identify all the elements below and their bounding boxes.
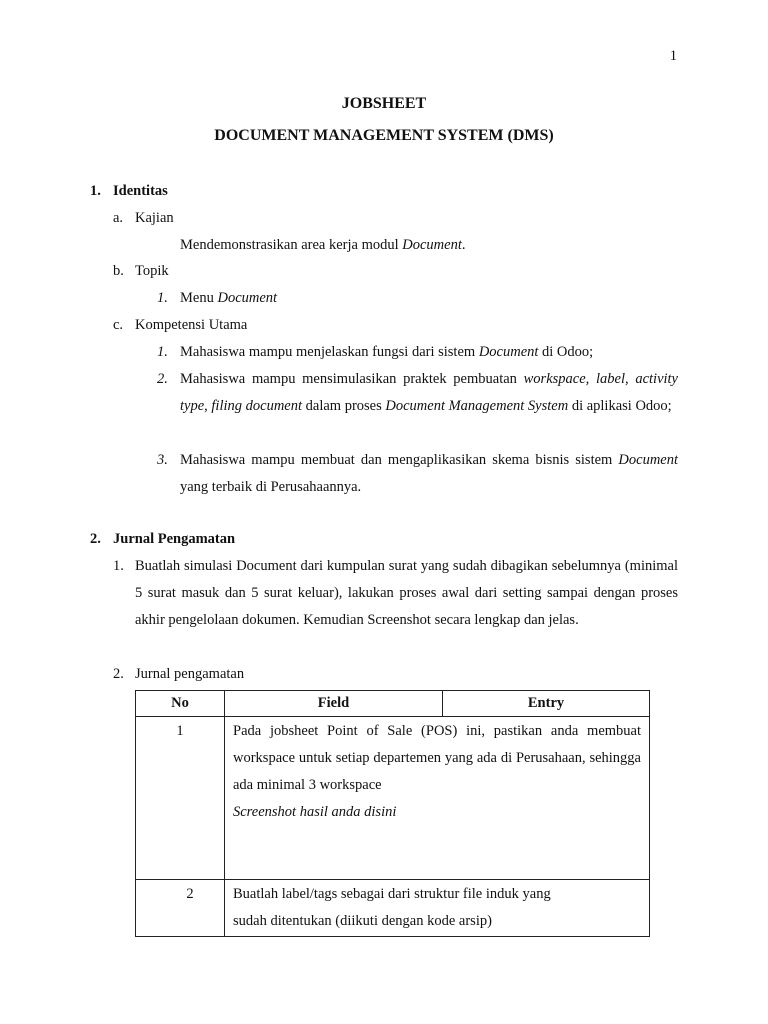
row-no: 1 (176, 723, 184, 739)
header-entry: Entry (443, 691, 650, 717)
item-c-label: Kompetensi Utama (135, 317, 248, 333)
table-header-row (136, 691, 650, 717)
row-no: 2 (186, 886, 194, 902)
row-note: Screenshot hasil anda disini (233, 804, 397, 820)
competency-3-marker: 3. (157, 452, 168, 468)
competency-3-text: Mahasiswa mampu membuat dan mengaplikasikan skema bisnis sistem Document yang terbaik di Perusahaannya. (180, 452, 678, 495)
page-number: 1 (669, 48, 677, 64)
competency-1-marker: 1. (157, 344, 168, 360)
item-a-label: Kajian (135, 210, 174, 226)
competency-1-text: Mahasiswa mampu menjelaskan fungsi dari sistem Document di Odoo; (180, 344, 594, 360)
item-b-1-marker: 1. (157, 290, 168, 306)
row-no-cell (136, 880, 225, 937)
competency-2-marker: 2. (157, 371, 168, 387)
section-2-number: 2. (90, 531, 101, 547)
document-title: JOBSHEET (341, 95, 427, 112)
section-1-heading: Identitas (113, 183, 168, 199)
item-b-1-text: Menu Document (180, 290, 278, 306)
row-text: Pada jobsheet Point of Sale (POS) ini, pastikan anda membuat workspace untuk setiap departemen yang ada di Perusahaan, sehingga ada minimal 3 workspace (233, 723, 641, 793)
row-text: Buatlah label/tags sebagai dari struktur file induk yang sudah ditentukan (diikuti dengan kode arsip) (233, 886, 551, 929)
instruction-2-marker: 2. (113, 666, 124, 682)
instruction-1-marker: 1. (113, 558, 124, 574)
item-b-marker: b. (113, 263, 124, 279)
row-content-cell (225, 880, 650, 937)
table-row (136, 880, 650, 937)
instruction-1-text: Buatlah simulasi Document dari kumpulan surat yang sudah dibagikan sebelumnya (minimal 5 surat masuk dan 5 surat keluar), lakukan proses awal dari setting sampai dengan proses akhir pengelolaan dokumen. Kemudian Screenshot secara lengkap dan jelas. (135, 558, 678, 628)
item-a-text: Mendemonstrasikan area kerja modul Document. (180, 237, 466, 253)
document-subtitle: DOCUMENT MANAGEMENT SYSTEM (DMS) (214, 127, 554, 144)
journal-table (135, 690, 650, 937)
item-b-label: Topik (135, 263, 169, 279)
table-row (136, 717, 650, 880)
header-field: Field (225, 691, 443, 717)
item-c-marker: c. (113, 317, 124, 333)
section-2-heading: Jurnal Pengamatan (113, 531, 236, 547)
instruction-2-text: Jurnal pengamatan (135, 666, 245, 682)
header-no: No (136, 691, 225, 717)
competency-2-text: Mahasiswa mampu mensimulasikan praktek pembuatan workspace, label, activity type, filing document dalam proses Document Management System di aplikasi Odoo; (180, 371, 678, 414)
row-no-cell (136, 717, 225, 880)
section-1-number: 1. (90, 183, 101, 199)
row-content-cell (225, 717, 650, 880)
item-a-marker: a. (113, 210, 124, 226)
